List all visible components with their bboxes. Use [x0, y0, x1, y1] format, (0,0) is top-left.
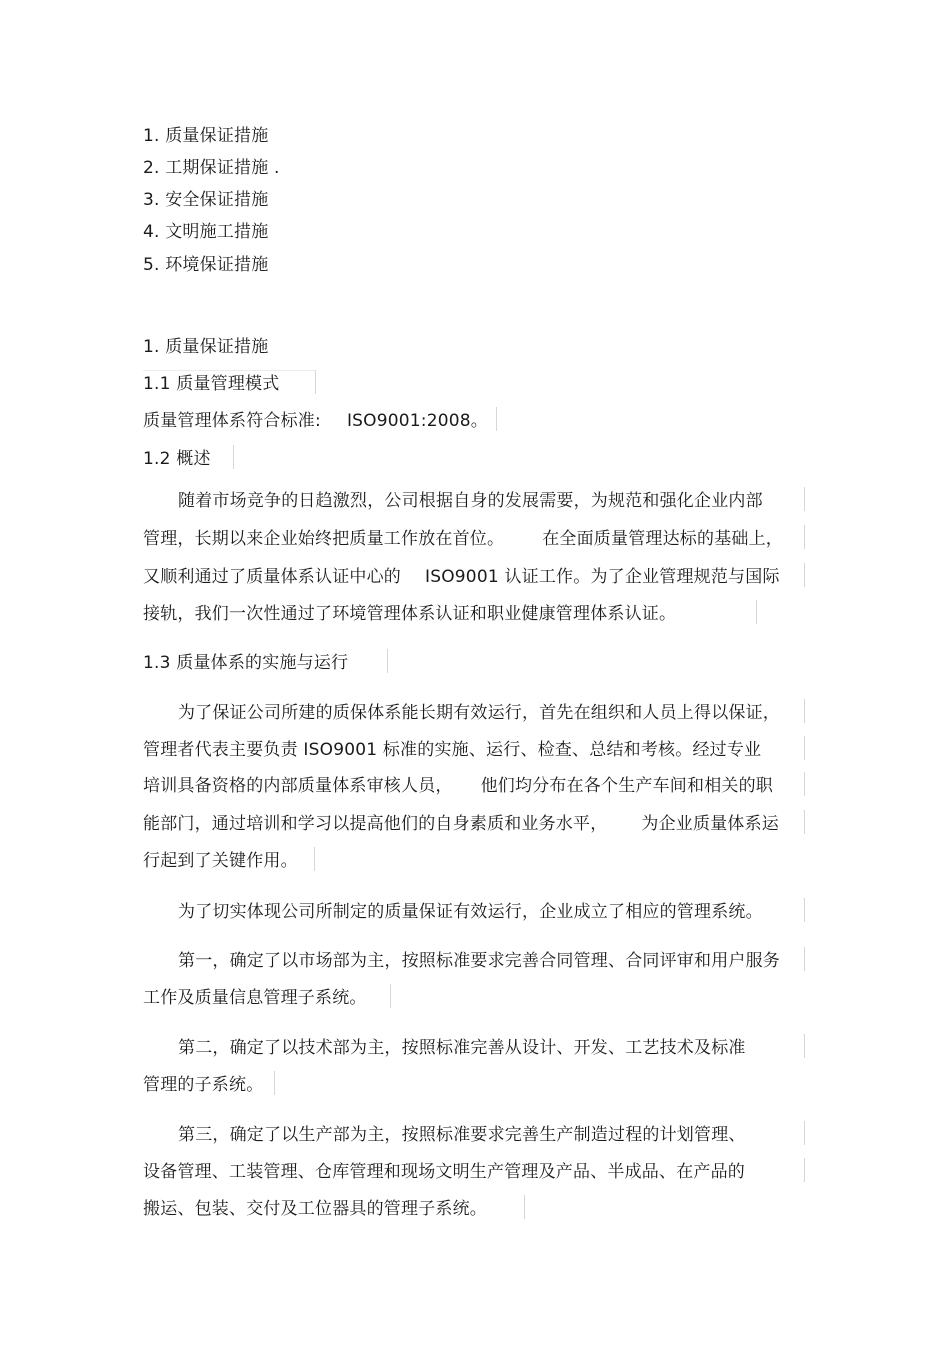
- divider: [804, 1121, 805, 1145]
- standard-label: 质量管理体系符合标准:: [143, 411, 321, 431]
- paragraph-line: 第二，确定了以技术部为主，按照标准完善从设计、开发、工艺技术及标准: [178, 1038, 746, 1058]
- paragraph-line: 搬运、包装、交付及工位器具的管理子系统。: [143, 1199, 487, 1219]
- divider: [387, 649, 388, 673]
- paragraph-line: 随着市场竞争的日趋激烈，公司根据自身的发展需要，为规范和强化企业内部: [178, 491, 763, 511]
- text-segment: 培训具备资格的内部质量体系审核人员，: [143, 776, 453, 796]
- text-segment: 能部门，通过培训和学习以提高他们的自身素质和业务水平，: [143, 814, 608, 834]
- divider: [143, 370, 315, 371]
- section-title: 1. 质量保证措施: [143, 337, 269, 357]
- divider: [804, 699, 805, 723]
- text-segment: 又顺利通过了质量体系认证中心的: [143, 567, 401, 587]
- divider: [315, 370, 316, 394]
- divider: [390, 984, 391, 1008]
- text-segment: ISO9001 认证工作。为了企业管理规范与国际: [425, 567, 780, 587]
- text-segment: 为企业质量体系运: [641, 814, 780, 834]
- paragraph-line: [143, 775, 773, 797]
- toc-item-5: 5. 环境保证措施: [143, 255, 269, 275]
- paragraph-line: 管理的子系统。: [143, 1075, 264, 1095]
- paragraph-line: 设备管理、工装管理、仓库管理和现场文明生产管理及产品、半成品、在产品的: [143, 1162, 745, 1182]
- paragraph-line: 为了切实体现公司所制定的质量保证有效运行，企业成立了相应的管理系统。: [178, 902, 763, 922]
- paragraph-line: [143, 566, 780, 588]
- divider: [804, 772, 805, 796]
- paragraph-line: 管理者代表主要负责 ISO9001 标准的实施、运行、检查、总结和考核。经过专业: [143, 740, 762, 760]
- text-segment: 管理，长期以来企业始终把质量工作放在首位。: [143, 529, 505, 549]
- divider: [804, 525, 805, 549]
- divider: [804, 810, 805, 834]
- divider: [804, 563, 805, 587]
- paragraph-line: [143, 528, 783, 550]
- paragraph-line: 为了保证公司所建的质保体系能长期有效运行，首先在组织和人员上得以保证，: [178, 703, 780, 723]
- divider: [233, 445, 234, 469]
- paragraph-line: 第一，确定了以市场部为主，按照标准要求完善合同管理、合同评审和用户服务: [178, 951, 780, 971]
- heading-1-1: 1.1 质量管理模式: [143, 374, 280, 394]
- divider: [804, 898, 805, 922]
- divider: [804, 487, 805, 511]
- toc-item-2: 2. 工期保证措施 .: [143, 158, 280, 178]
- heading-1-3: 1.3 质量体系的实施与运行: [143, 653, 349, 673]
- heading-1-2: 1.2 概述: [143, 449, 211, 469]
- paragraph-line: 行起到了关键作用。: [143, 851, 298, 871]
- divider: [524, 1195, 525, 1219]
- divider: [756, 600, 757, 624]
- divider: [496, 407, 497, 431]
- divider: [804, 947, 805, 971]
- paragraph-line: 第三，确定了以生产部为主，按照标准要求完善生产制造过程的计划管理、: [178, 1125, 746, 1145]
- toc-item-1: 1. 质量保证措施: [143, 126, 269, 146]
- divider: [804, 1158, 805, 1182]
- divider: [314, 847, 315, 871]
- paragraph-line: [143, 813, 779, 835]
- divider: [274, 1071, 275, 1095]
- toc-item-3: 3. 安全保证措施: [143, 190, 269, 210]
- text-segment: 在全面质量管理达标的基础上，: [542, 529, 784, 549]
- text-segment: 他们均分布在各个生产车间和相关的职: [480, 776, 774, 796]
- paragraph-line: 接轨，我们一次性通过了环境管理体系认证和职业健康管理体系认证。: [143, 604, 677, 624]
- standard-value: ISO9001:2008。: [346, 411, 488, 431]
- paragraph-line: 工作及质量信息管理子系统。: [143, 988, 367, 1008]
- toc-item-4: 4. 文明施工措施: [143, 222, 269, 242]
- standard-line: [143, 410, 488, 432]
- divider: [804, 1034, 805, 1058]
- divider: [804, 736, 805, 760]
